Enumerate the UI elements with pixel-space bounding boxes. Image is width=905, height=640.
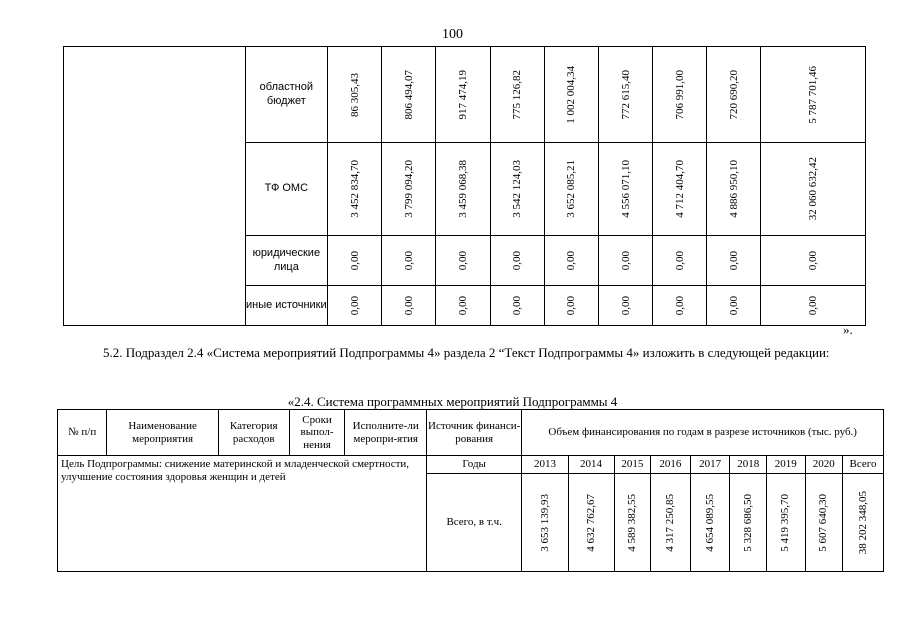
funding-continuation-table [63, 46, 866, 326]
amount-text: 917 474,19 [456, 69, 469, 120]
year-header: Всего [843, 456, 884, 474]
amount-text: 0,00 [565, 295, 578, 316]
amount-text: 772 615,40 [619, 69, 632, 120]
section-title: «2.4. Система программных мероприятий Подпрограммы 4 [287, 394, 618, 409]
year-value-cell [327, 47, 381, 143]
year-header: 2015 [614, 456, 650, 474]
amount-text: 0,00 [619, 295, 632, 316]
year-header: 2019 [766, 456, 805, 474]
subprogram-goal: Цель Подпрограммы: снижение материнской и младенческой смертности, улучшение состояния здоровья женщин и детей [58, 456, 427, 572]
amount-text: 0,00 [402, 295, 415, 316]
year-value-cell [327, 286, 381, 326]
amount-text: 5 787 701,46 [807, 65, 820, 124]
source-label: юридические лица [245, 236, 327, 286]
total-amount-cell [805, 474, 843, 572]
year-value-cell [653, 236, 707, 286]
total-value-cell [761, 236, 866, 286]
amount-text: 0,00 [348, 250, 361, 271]
amount-text: 38 202 348,05 [856, 490, 869, 555]
total-amount-cell [730, 474, 766, 572]
total-amount-cell [568, 474, 614, 572]
total-amount-cell [690, 474, 730, 572]
amount-text: 4 712 404,70 [673, 160, 686, 218]
year-value-cell [707, 286, 761, 326]
total-amount-cell [843, 474, 884, 572]
year-value-cell [327, 236, 381, 286]
amount-text: 0,00 [511, 295, 524, 316]
amount-text: 3 799 094,20 [402, 160, 415, 218]
amount-text: 4 632 762,67 [584, 493, 597, 552]
amount-text: 806 494,07 [402, 69, 415, 120]
header-executors: Исполните-ли меропри-ятия [345, 410, 427, 456]
year-value-cell [436, 143, 490, 236]
year-value-cell [490, 143, 544, 236]
year-header: 2016 [651, 456, 691, 474]
amount-text: 5 419 395,70 [779, 493, 792, 552]
amount-text: 4 556 071,10 [619, 160, 632, 218]
amount-text: 0,00 [565, 250, 578, 271]
header-name: Наименование мероприятия [107, 410, 219, 456]
total-amount-cell [522, 474, 568, 572]
year-header: 2018 [730, 456, 766, 474]
year-value-cell [382, 47, 436, 143]
total-amount-cell [651, 474, 691, 572]
amount-text: 0,00 [807, 250, 820, 271]
amount-text: 3 652 085,21 [565, 160, 578, 218]
amount-text: 3 653 139,93 [538, 493, 551, 552]
year-value-cell [707, 47, 761, 143]
year-value-cell [598, 143, 652, 236]
years-label: Годы [426, 456, 521, 474]
amount-text: 86 305,43 [348, 72, 361, 117]
amount-text: 0,00 [727, 250, 740, 271]
page-number: 100 [442, 27, 463, 42]
header-num: № п/п [58, 410, 107, 456]
year-value-cell [653, 143, 707, 236]
total-value-cell [761, 47, 866, 143]
year-value-cell [598, 47, 652, 143]
amount-text: 0,00 [807, 295, 820, 316]
header-source: Источник финанси-рования [426, 410, 521, 456]
source-label: областной бюджет [245, 47, 327, 143]
amount-text: 775 126,82 [511, 69, 524, 120]
amount-text: 3 459 068,38 [456, 160, 469, 218]
year-value-cell [653, 286, 707, 326]
amount-text: 4 317 250,85 [664, 493, 677, 552]
header-terms: Сроки выпол-нения [289, 410, 345, 456]
year-value-cell [382, 143, 436, 236]
year-value-cell [327, 143, 381, 236]
amount-text: 0,00 [348, 295, 361, 316]
amount-text: 3 542 124,03 [511, 160, 524, 218]
source-label: иные источники [245, 286, 327, 326]
amount-text: 0,00 [456, 295, 469, 316]
amount-text: 0,00 [673, 295, 686, 316]
amount-text: 4 654 089,55 [703, 493, 716, 552]
total-value-cell [761, 143, 866, 236]
year-value-cell [490, 236, 544, 286]
amount-text: 0,00 [511, 250, 524, 271]
year-value-cell [544, 47, 598, 143]
amendment-paragraph: 5.2. Подраздел 2.4 «Система мероприятий Подпрограммы 4» раздела 2 “Текст Подпрограммы 4» изложить в следующей редакции: [103, 345, 830, 360]
year-value-cell [707, 236, 761, 286]
year-value-cell [436, 286, 490, 326]
funding-row [64, 47, 866, 143]
year-value-cell [707, 143, 761, 236]
year-header: 2013 [522, 456, 568, 474]
year-value-cell [382, 236, 436, 286]
amount-text: 4 886 950,10 [727, 160, 740, 218]
total-amount-cell [614, 474, 650, 572]
amount-text: 0,00 [402, 250, 415, 271]
amount-text: 3 452 834,70 [348, 160, 361, 218]
amount-text: 5 328 686,50 [741, 493, 754, 552]
source-label: ТФ ОМС [245, 143, 327, 236]
quote-end: ». [843, 322, 853, 337]
amount-text: 0,00 [456, 250, 469, 271]
program-measures-table [57, 409, 884, 572]
year-value-cell [544, 236, 598, 286]
blank-merged-cell [64, 47, 246, 326]
year-value-cell [436, 236, 490, 286]
header-category: Категория расходов [218, 410, 289, 456]
year-value-cell [653, 47, 707, 143]
year-header: 2020 [805, 456, 843, 474]
amount-text: 706 991,00 [673, 69, 686, 120]
year-value-cell [490, 47, 544, 143]
amount-text: 720 690,20 [727, 69, 740, 120]
amount-text: 0,00 [727, 295, 740, 316]
year-value-cell [490, 286, 544, 326]
year-header: 2017 [690, 456, 730, 474]
amount-text: 0,00 [619, 250, 632, 271]
amount-text: 32 060 632,42 [807, 157, 820, 221]
year-value-cell [598, 236, 652, 286]
total-amount-cell [766, 474, 805, 572]
amount-text: 5 607 640,30 [817, 493, 830, 552]
total-row-label: Всего, в т.ч. [426, 474, 521, 572]
total-value-cell [761, 286, 866, 326]
amount-text: 0,00 [673, 250, 686, 271]
header-volume: Объем финансирования по годам в разрезе источников (тыс. руб.) [522, 410, 884, 456]
year-value-cell [598, 286, 652, 326]
year-value-cell [382, 286, 436, 326]
amount-text: 1 002 004,34 [565, 65, 578, 124]
amount-text: 4 589 382,55 [626, 493, 639, 552]
year-value-cell [436, 47, 490, 143]
year-value-cell [544, 286, 598, 326]
year-value-cell [544, 143, 598, 236]
year-header: 2014 [568, 456, 614, 474]
